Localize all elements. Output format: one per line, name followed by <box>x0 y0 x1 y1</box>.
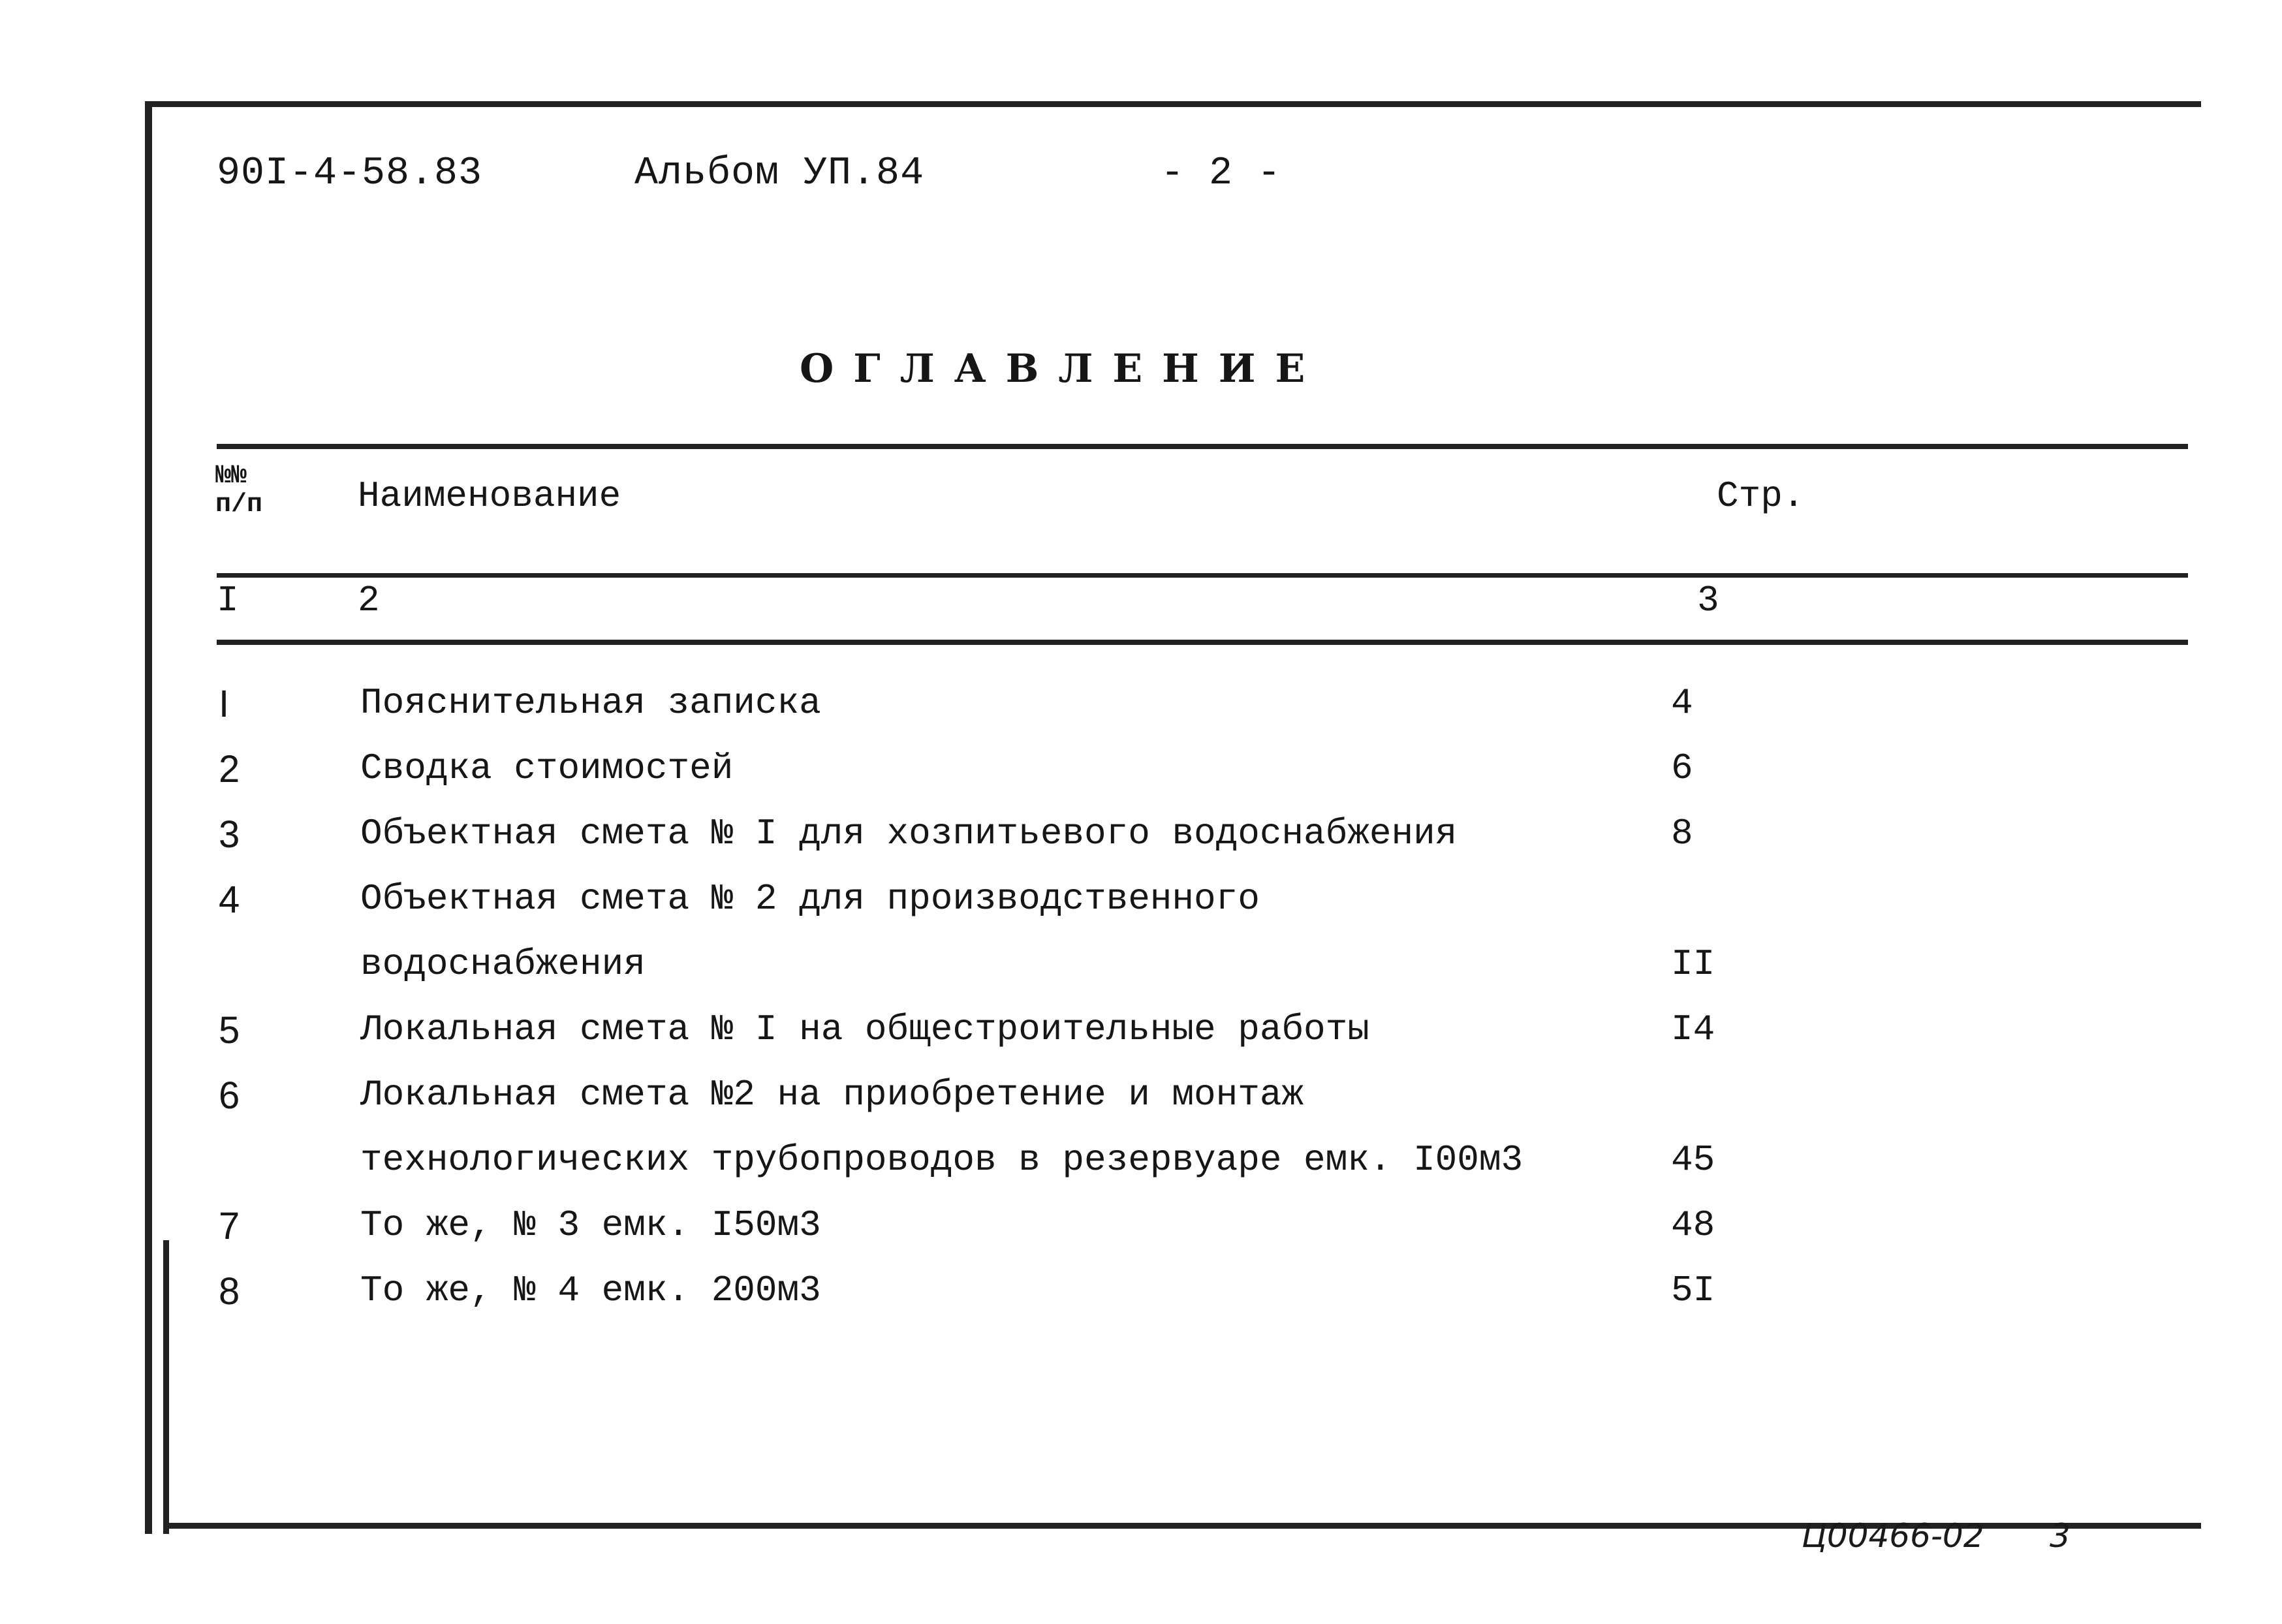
table-row <box>0 682 2282 747</box>
table-row <box>0 878 2282 985</box>
row-page: 6 <box>1671 747 1693 789</box>
row-name: Сводка стоимостей <box>360 747 734 789</box>
row-name: То же, № 4 емк. 200м3 <box>360 1270 821 1311</box>
table-row <box>0 1270 2282 1335</box>
page-marker: - 2 - <box>1161 151 1282 196</box>
row-number: 7 <box>219 1205 240 1247</box>
col-header-num-line1: №№ <box>215 461 247 491</box>
row-number: I <box>219 683 230 725</box>
row-name: Локальная смета №2 на приобретение и монтаж <box>360 1074 1304 1116</box>
handwritten-archive-code <box>1802 1516 2076 1555</box>
table-row <box>0 1074 2282 1181</box>
row-name: Объектная смета № 2 для производственного <box>360 878 1260 920</box>
col-header-page: Стр. <box>1717 475 1805 517</box>
handwritten-sheet-number: 3 <box>2050 1517 2071 1555</box>
row-page: II <box>1671 943 1715 985</box>
row-number: 5 <box>219 1009 240 1052</box>
frame-top-border <box>145 101 2201 107</box>
album-label: Альбом УП.84 <box>634 151 925 196</box>
row-page: 48 <box>1671 1204 1715 1246</box>
table-row <box>0 813 2282 878</box>
col-header-num-line2: п/п <box>215 490 263 520</box>
table-row <box>0 1008 2282 1074</box>
col-header-name: Наименование <box>358 475 621 517</box>
page-title: ОГЛАВЛЕНИЕ <box>800 346 1325 392</box>
row-page: 45 <box>1671 1139 1715 1181</box>
handwritten-code-text: Ц00466-02 <box>1802 1517 1984 1555</box>
row-number: 3 <box>219 813 240 856</box>
table-row <box>0 1204 2282 1270</box>
row-name: Объектная смета № I для хозпитьевого водоснабжения <box>360 813 1458 854</box>
row-page: 5I <box>1671 1270 1715 1311</box>
row-name: Пояснительная записка <box>360 682 821 724</box>
row-page: 8 <box>1671 813 1693 854</box>
row-page: I4 <box>1671 1008 1715 1050</box>
row-number: 6 <box>219 1074 240 1117</box>
table-row <box>0 747 2282 813</box>
col-number-3: 3 <box>1697 580 1719 621</box>
col-header-num <box>215 462 262 520</box>
row-name: Локальная смета № I на общестроительные работы <box>360 1008 1369 1050</box>
row-page: 4 <box>1671 682 1693 724</box>
row-name-continued: технологических трубопроводов в резервуаре емк. I00м3 <box>360 1139 1524 1181</box>
row-name-continued: водоснабжения <box>360 943 646 985</box>
table-rule-top <box>217 444 2188 449</box>
row-number: 2 <box>219 748 240 790</box>
row-name: То же, № 3 емк. I50м3 <box>360 1204 821 1246</box>
row-number: 4 <box>219 879 240 921</box>
table-rule-header <box>217 573 2188 578</box>
col-number-1: I <box>217 580 239 621</box>
table-rule-body <box>217 640 2188 645</box>
row-number: 8 <box>219 1270 240 1313</box>
doc-code: 90I-4-58.83 <box>217 151 483 196</box>
col-number-2: 2 <box>358 580 380 621</box>
